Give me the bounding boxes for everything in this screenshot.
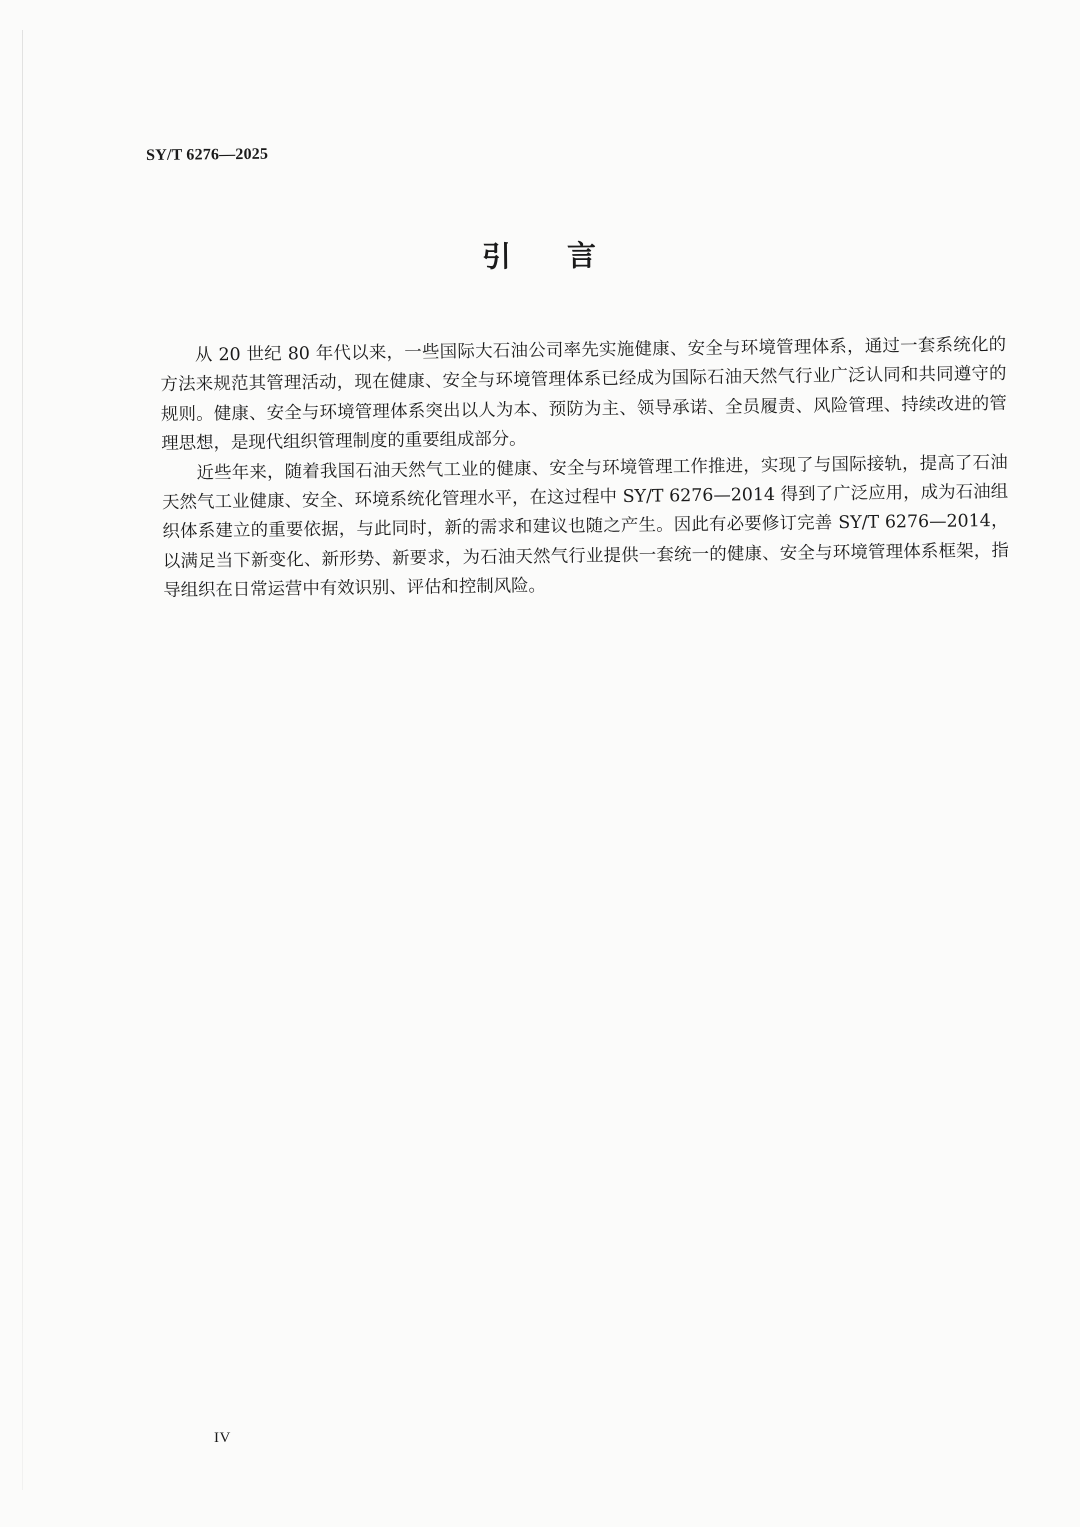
paragraph-2: 近些年来，随着我国石油天然气工业的健康、安全与环境管理工作推进，实现了与国际接轨，提高了石油天然气工业健康、安全、环境系统化管理水平，在这过程中 SY/T 6276—2014 得到了广泛应用，成为石油组织体系建立的重要依据，与此同时，新的需求和建议也随之产生。因此有必要修订完善 SY/T 6276—2014，以满足当下新变化、新形势、新要求，为石油天然气行业提供一套统一的健康、安全与环境管理体系框架，指导组织在日常运营中有效识别、评估和控制风险。 — [161, 452, 1009, 602]
title-char-2: 言 — [566, 238, 599, 273]
page-number: IV — [214, 1430, 231, 1446]
title-char-1: 引 — [481, 239, 514, 274]
page-title — [0, 228, 1080, 280]
standard-code-header: SY/T 6276—2025 — [146, 145, 269, 164]
paragraph-1: 从 20 世纪 80 年代以来，一些国际大石油公司率先实施健康、安全与环境管理体系，通过一套系统化的方法来规范其管理活动，现在健康、安全与环境管理体系已经成为国际石油天然气行业广泛认同和共同遵守的规则。健康、安全与环境管理体系突出以人为本、预防为主、领导承诺、全员履责、风险管理、持续改进的管理思想，是现代组织管理制度的重要组成部分。 — [160, 334, 1008, 455]
introduction-body — [160, 331, 1009, 607]
